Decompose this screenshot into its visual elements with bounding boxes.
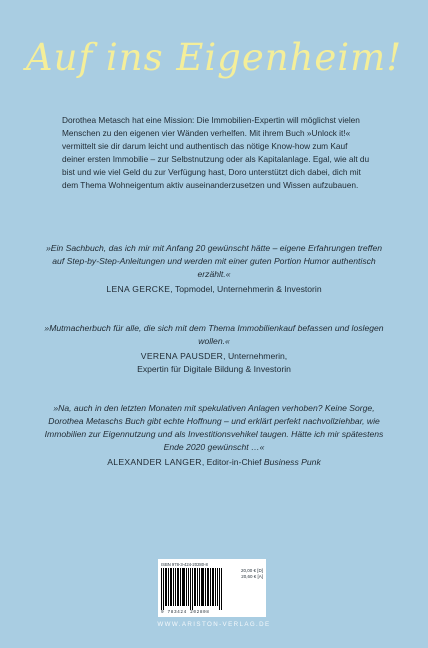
quote-text: »Ein Sachbuch, das ich mir mit Anfang 20 gewünscht hätte – eigene Erfahrungen treffen auf Step-by-Step-Anleitungen und werden mit einer guten Portion Humor authentisch erzählt.« — [46, 243, 382, 279]
testimonial-quote — [42, 242, 386, 296]
testimonial-quote — [42, 402, 386, 469]
testimonial-quote — [42, 322, 386, 376]
price-at: 20,60 € [A] — [241, 574, 263, 579]
magazine-name: Business Punk — [263, 457, 321, 467]
author-name: VERENA PAUSDER — [140, 351, 224, 361]
quote-author — [42, 456, 386, 469]
author-role-line-2: Expertin für Digitale Bildung & Investorin — [137, 364, 291, 374]
author-name: LENA GERCKE — [106, 284, 171, 294]
author-name: ALEXANDER LANGER — [107, 457, 202, 467]
barcode-digits: 9 783424 202808 — [161, 610, 210, 615]
quote-author — [42, 350, 386, 363]
author-role: , Topmodel, Unternehmerin & Investorin — [170, 284, 322, 294]
barcode-icon — [161, 568, 223, 610]
publisher-website: WWW.ARISTON-VERLAG.DE — [157, 621, 271, 628]
author-role: , Unternehmerin, — [223, 351, 288, 361]
price-de: 20,00 € [D] — [240, 568, 263, 573]
quote-author — [42, 283, 386, 296]
quote-text: »Mutmacherbuch für alle, die sich mit dem Thema Immobilienkauf befassen und loslegen wollen.« — [44, 323, 384, 346]
isbn-label: ISBN 978-3-424-20280-8 — [161, 562, 208, 567]
intro-paragraph: Dorothea Metasch hat eine Mission: Die Immobilien-Expertin will möglichst vielen Menschen zu den eigenen vier Wänden verhelfen. Mit ihrem Buch »Unlock it!« vermittelt sie dir darum leicht und authentisch das nötige Know-how zum Kauf deiner ersten Immobilie – zur Selbstnutzung oder als Kapitalanlage. Egal, wie alt du bist und wie viel Geld du zur Verfügung hast, Doro unterstützt dich dabei, dich mit dem Thema Wohneigentum aktiv auseinanderzusetzen und Wissen aufzubauen. — [62, 115, 370, 190]
author-role: , Editor-in-Chief — [201, 457, 264, 467]
barcode-box — [158, 559, 266, 617]
headline: Auf ins Eigenheim! — [25, 36, 403, 79]
quote-text: »Na, auch in den letzten Monaten mit spekulativen Anlagen verhoben? Keine Sorge, Dorothea Metaschs Buch gibt echte Hoffnung – und erklärt perfekt nachvollziehbar, wie Immobilien zur Eigennutzung und als Investitionsvehikel taugen. Hätte ich mir spätestens Ende 2020 gewünscht …« — [44, 403, 384, 452]
